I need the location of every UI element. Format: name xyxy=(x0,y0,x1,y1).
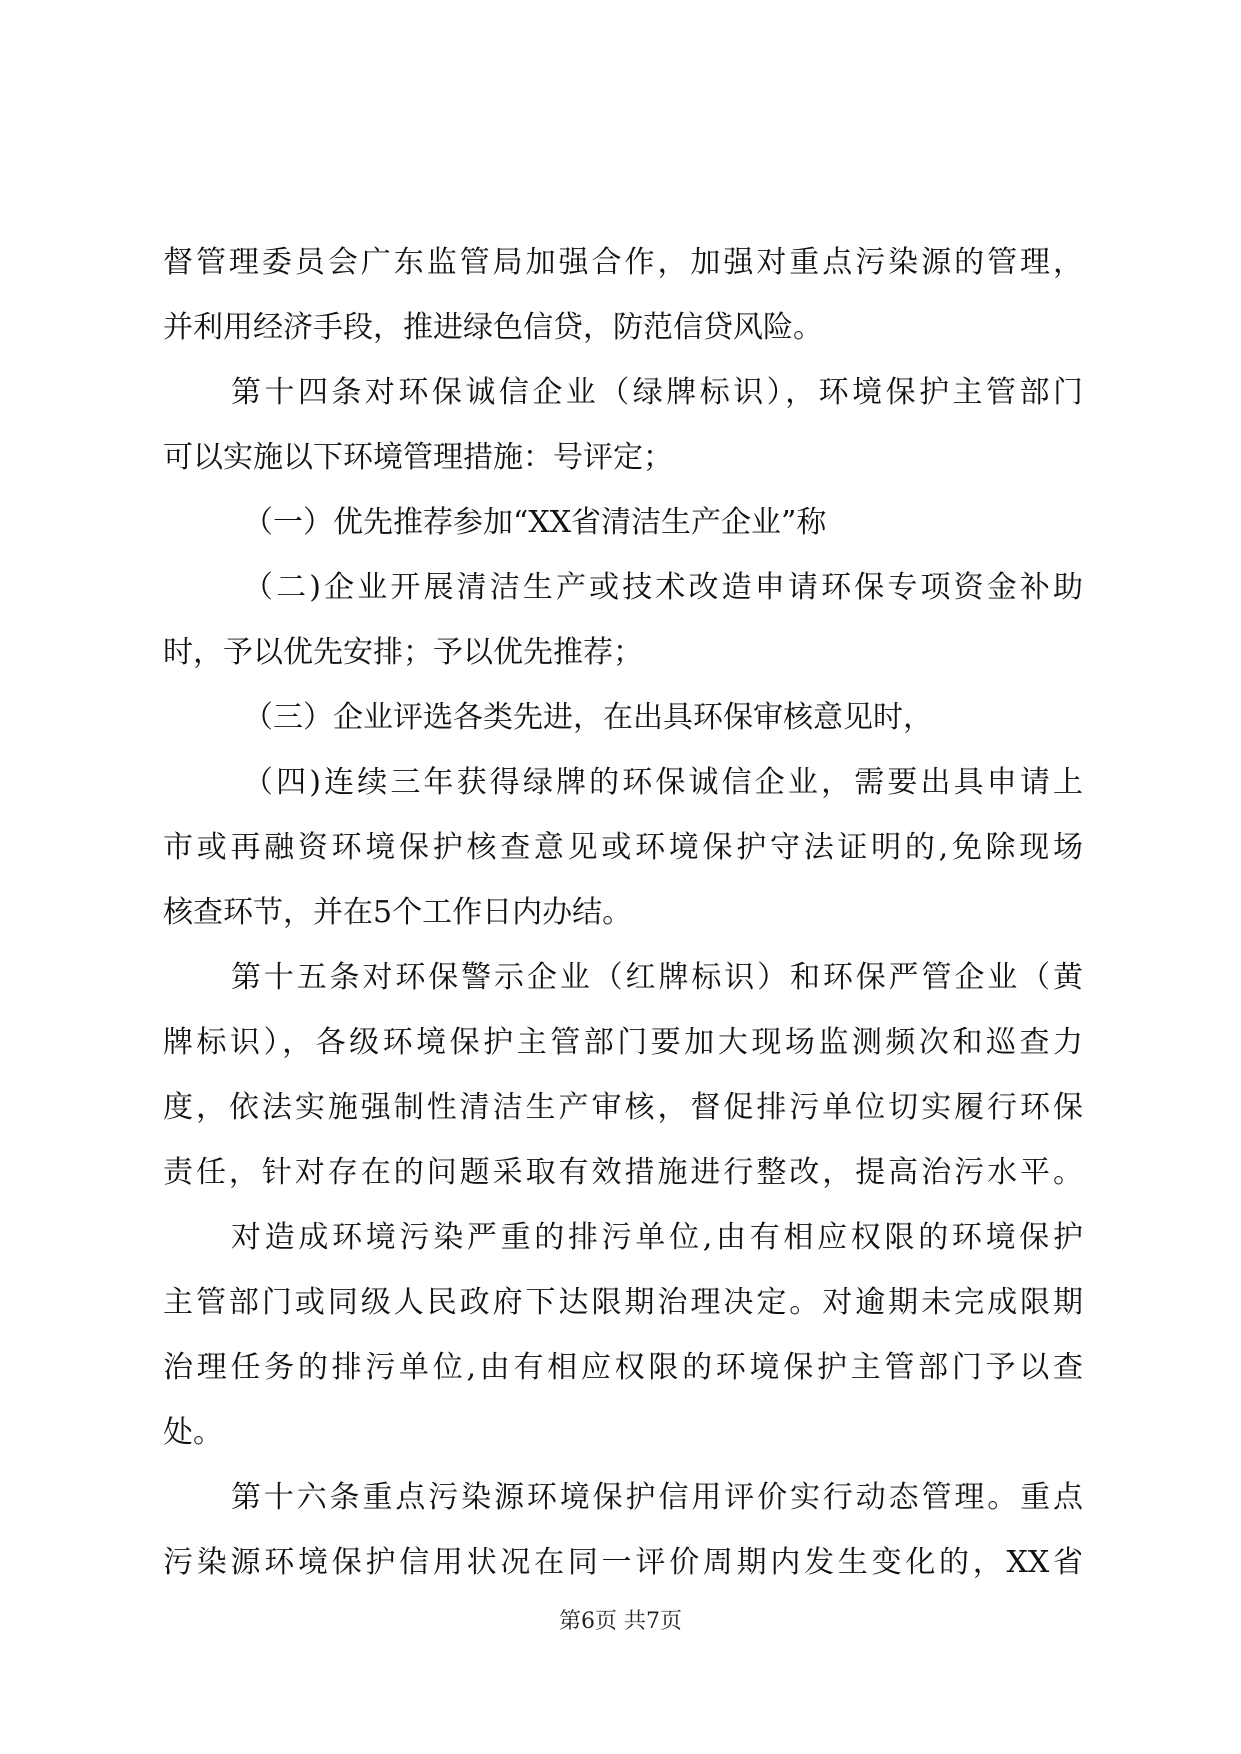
document-body xyxy=(163,230,1083,1595)
text-line: 主管部门或同级人民政府下达限期治理决定。对逾期未完成限期 xyxy=(163,1285,1083,1320)
text-line: 第十五条对环保警示企业（红牌标识）和环保严管企业（黄 xyxy=(231,960,1083,995)
text-line: 污染源环境保护信用状况在同一评价周期内发生变化的，XX省 xyxy=(163,1545,1083,1580)
text-line: 牌标识），各级环境保护主管部门要加大现场监测频次和巡查力 xyxy=(163,1025,1083,1060)
text-line: 治理任务的排污单位,由有相应权限的环境保护主管部门予以查 xyxy=(163,1350,1083,1385)
text-line: 第十六条重点污染源环境保护信用评价实行动态管理。重点 xyxy=(231,1480,1083,1515)
text-line: 责任，针对存在的问题采取有效措施进行整改，提高治污水平。 xyxy=(163,1155,1083,1190)
text-line: 对造成环境污染严重的排污单位,由有相应权限的环境保护 xyxy=(231,1220,1083,1255)
text-line: （四)连续三年获得绿牌的环保诚信企业，需要出具申请上 xyxy=(243,765,1083,800)
text-line: 核查环节，并在5个工作日内办结。 xyxy=(163,895,633,930)
text-line: 督管理委员会广东监管局加强合作，加强对重点污染源的管理， xyxy=(163,245,1083,280)
text-line: （三）企业评选各类先进，在出具环保审核意见时， xyxy=(243,700,933,735)
text-line: （一）优先推荐参加“XX省清洁生产企业”称 xyxy=(243,505,827,540)
text-line: 市或再融资环境保护核查意见或环境保护守法证明的,免除现场 xyxy=(163,830,1083,865)
text-line: 处。 xyxy=(163,1415,223,1450)
text-line: 时，予以优先安排；予以优先推荐； xyxy=(163,635,643,670)
text-line: 并利用经济手段，推进绿色信贷，防范信贷风险。 xyxy=(163,310,823,345)
text-line: 第十四条对环保诚信企业（绿牌标识），环境保护主管部门 xyxy=(231,375,1083,410)
page-number-footer: 第6页 共7页 xyxy=(559,1609,682,1634)
text-line: （二)企业开展清洁生产或技术改造申请环保专项资金补助 xyxy=(243,570,1083,605)
text-line: 度，依法实施强制性清洁生产审核，督促排污单位切实履行环保 xyxy=(163,1090,1083,1125)
text-line: 可以实施以下环境管理措施：号评定； xyxy=(163,440,673,475)
